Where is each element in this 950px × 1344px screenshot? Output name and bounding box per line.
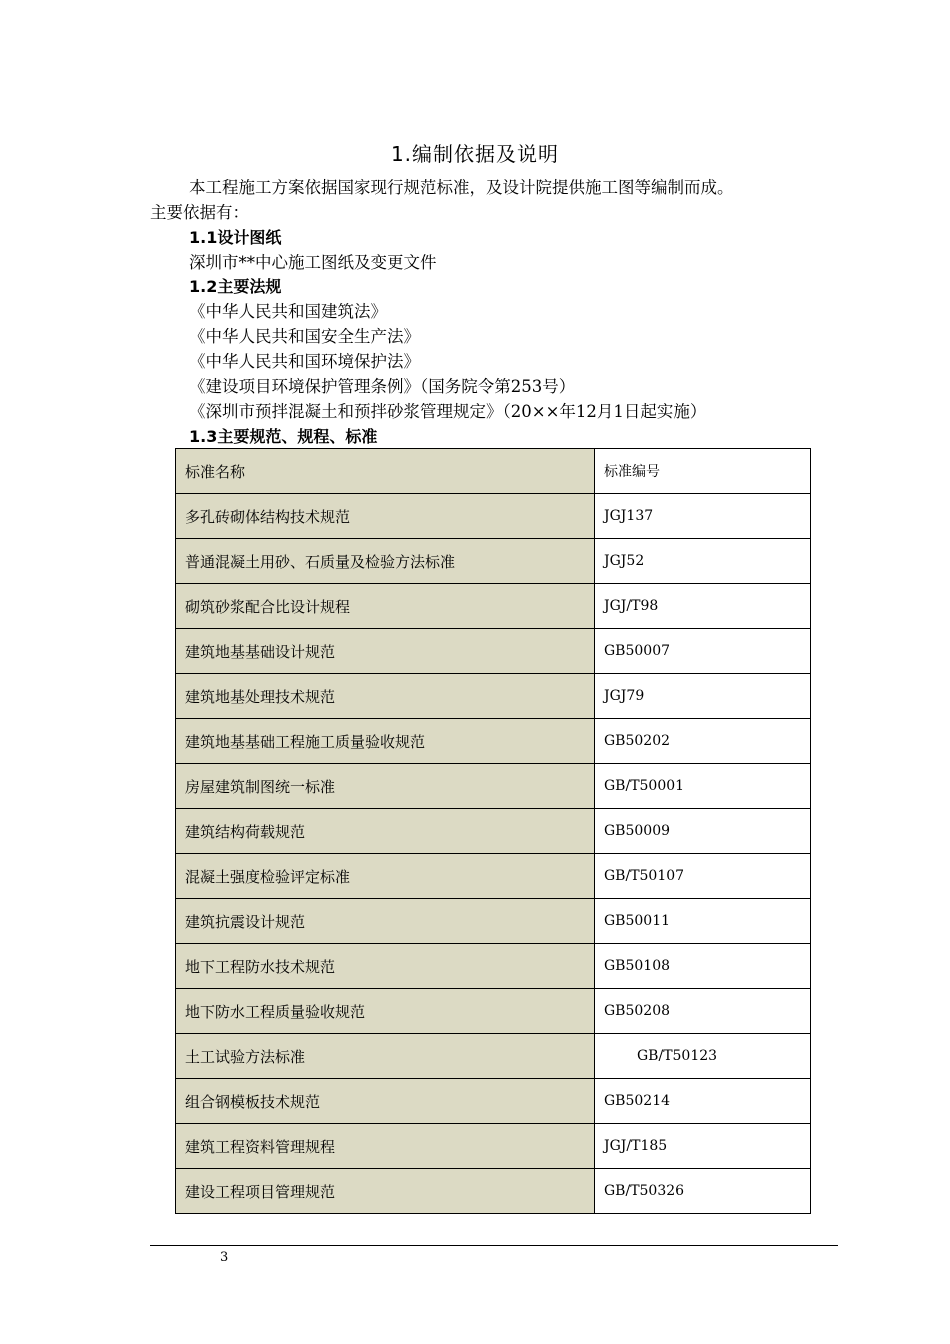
standard-name-cell: 土工试验方法标准 <box>176 1034 595 1079</box>
standard-name-cell: 建筑地基处理技术规范 <box>176 674 595 719</box>
table-row <box>176 494 811 539</box>
law-item: 《中华人民共和国建筑法》 <box>189 302 387 321</box>
standard-code-cell: GB50009 <box>595 809 811 854</box>
standard-code-cell: GB/T50326 <box>595 1169 811 1214</box>
standard-name-cell: 地下工程防水技术规范 <box>176 944 595 989</box>
table-row <box>176 719 811 764</box>
standard-code-cell: GB/T50001 <box>595 764 811 809</box>
table-row <box>176 1169 811 1214</box>
design-drawings-text: 深圳市**中心施工图纸及变更文件 <box>189 253 437 272</box>
law-item: 《深圳市预拌混凝土和预拌砂浆管理规定》（20××年12月1日起实施） <box>189 402 707 421</box>
standard-name-cell: 砌筑砂浆配合比设计规程 <box>176 584 595 629</box>
section-heading-standards: 1.3主要规范、规程、标准 <box>189 427 378 446</box>
standard-name-cell: 建筑抗震设计规范 <box>176 899 595 944</box>
section-heading-regulations: 1.2主要法规 <box>189 277 282 296</box>
standard-name-cell: 混凝土强度检验评定标准 <box>176 854 595 899</box>
standard-name-cell: 房屋建筑制图统一标准 <box>176 764 595 809</box>
page-number: 3 <box>220 1250 229 1265</box>
table-row <box>176 584 811 629</box>
standard-code-cell: JGJ52 <box>595 539 811 584</box>
standard-name-cell: 组合钢模板技术规范 <box>176 1079 595 1124</box>
table-row <box>176 674 811 719</box>
intro-paragraph-line-1: 本工程施工方案依据国家现行规范标准，及设计院提供施工图等编制而成。 <box>189 178 734 197</box>
table-row <box>176 989 811 1034</box>
footer-divider <box>150 1245 838 1246</box>
header-standard-code: 标准编号 <box>595 449 811 494</box>
standard-code-cell: GB50202 <box>595 719 811 764</box>
standard-code-cell: GB50108 <box>595 944 811 989</box>
section-heading-design-drawings: 1.1设计图纸 <box>189 228 282 247</box>
standard-name-cell: 建筑地基基础工程施工质量验收规范 <box>176 719 595 764</box>
header-standard-name: 标准名称 <box>176 449 595 494</box>
table-row <box>176 1079 811 1124</box>
standard-name-cell: 建筑结构荷载规范 <box>176 809 595 854</box>
standard-name-cell: 地下防水工程质量验收规范 <box>176 989 595 1034</box>
standard-code-cell: GB50007 <box>595 629 811 674</box>
law-item: 《中华人民共和国安全生产法》 <box>189 327 420 346</box>
standard-code-cell: GB50208 <box>595 989 811 1034</box>
table-header-row <box>176 449 811 494</box>
standard-code-cell: GB/T50123 <box>595 1034 811 1079</box>
standard-code-cell: GB50011 <box>595 899 811 944</box>
table-row <box>176 899 811 944</box>
table-row <box>176 809 811 854</box>
table-row <box>176 1034 811 1079</box>
law-item: 《中华人民共和国环境保护法》 <box>189 352 420 371</box>
standard-code-cell: JGJ79 <box>595 674 811 719</box>
table-row <box>176 629 811 674</box>
standards-table <box>175 448 811 1214</box>
table-row <box>176 854 811 899</box>
standard-name-cell: 普通混凝土用砂、石质量及检验方法标准 <box>176 539 595 584</box>
standard-name-cell: 多孔砖砌体结构技术规范 <box>176 494 595 539</box>
table-row <box>176 539 811 584</box>
standard-code-cell: JGJ137 <box>595 494 811 539</box>
standard-code-cell: GB/T50107 <box>595 854 811 899</box>
standard-code-cell: JGJ/T98 <box>595 584 811 629</box>
intro-paragraph-line-2: 主要依据有： <box>150 203 249 222</box>
table-row <box>176 1124 811 1169</box>
standard-code-cell: JGJ/T185 <box>595 1124 811 1169</box>
standard-code-cell: GB50214 <box>595 1079 811 1124</box>
standard-name-cell: 建设工程项目管理规范 <box>176 1169 595 1214</box>
table-row <box>176 944 811 989</box>
page-title: 1.编制依据及说明 <box>390 142 560 166</box>
law-item: 《建设项目环境保护管理条例》（国务院令第253号） <box>189 377 576 396</box>
standard-name-cell: 建筑工程资料管理规程 <box>176 1124 595 1169</box>
table-row <box>176 764 811 809</box>
standard-name-cell: 建筑地基基础设计规范 <box>176 629 595 674</box>
